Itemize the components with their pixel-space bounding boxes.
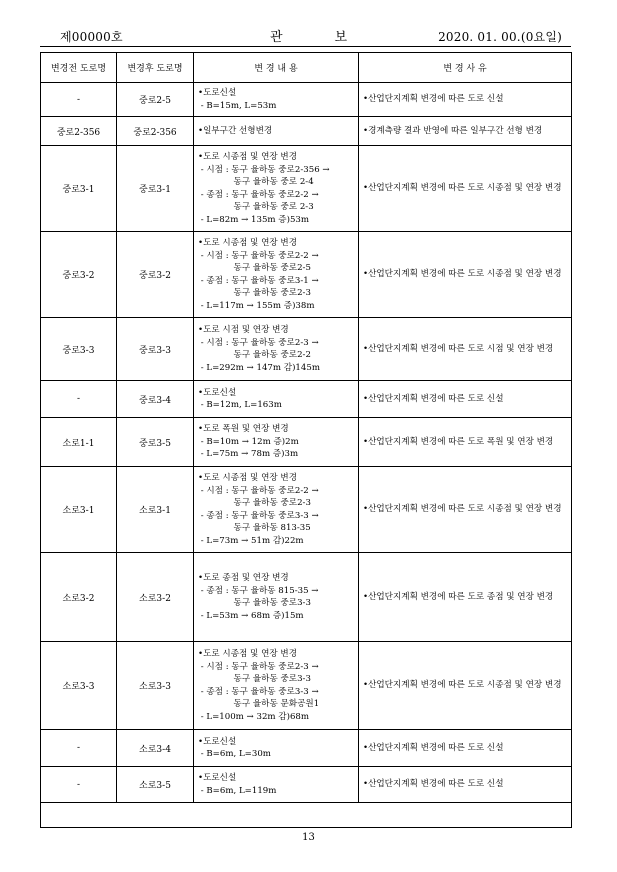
cell-after: 중로3-5 [117, 418, 194, 467]
cell-before: 소로1-1 [41, 418, 117, 467]
table-row [41, 553, 572, 642]
table-row [41, 117, 572, 146]
cell-content: •도로신설 - B=15m, L=53m [194, 83, 359, 117]
cell-before: 중로2-356 [41, 117, 117, 146]
cell-after: 중로2-356 [117, 117, 194, 146]
table-row [41, 730, 572, 767]
cell-reason: •산업단지계획 변경에 따른 도로 폭원 및 연장 변경 [359, 418, 572, 467]
cell-after: 소로3-4 [117, 730, 194, 767]
cell-reason: •경계측량 결과 반영에 따른 일부구간 선형 변경 [359, 117, 572, 146]
column-header-after: 변경후 도로명 [117, 53, 194, 83]
table-row [41, 232, 572, 318]
cell-reason: •산업단지계획 변경에 따른 도로 시점 및 연장 변경 [359, 318, 572, 381]
table-row [41, 767, 572, 803]
cell-reason: •산업단지계획 변경에 따른 도로 시종점 및 연장 변경 [359, 146, 572, 232]
cell-before: 중로3-1 [41, 146, 117, 232]
issue-date: 2020. 01. 00.(0요일) [438, 30, 562, 44]
cell-before: - [41, 381, 117, 418]
header-divider [40, 46, 571, 47]
cell-before: 소로3-3 [41, 642, 117, 730]
cell-content: •일부구간 선형변경 [194, 117, 359, 146]
page-number: 13 [302, 832, 315, 843]
table-row [41, 467, 572, 553]
cell-after: 소로3-5 [117, 767, 194, 803]
cell-content: •도로신설 - B=6m, L=30m [194, 730, 359, 767]
cell-content: •도로 시종점 및 연장 변경 - 시점 : 동구 율하동 중로2-356 → 동구 율하동 중로 2-4 - 종점 : 동구 율하동 중로2-2 → 동구 율하동 중로 2-3 - L=82m → 135m 증)53m [194, 146, 359, 232]
cell-reason: •산업단지계획 변경에 따른 도로 종점 및 연장 변경 [359, 553, 572, 642]
table-row [41, 642, 572, 730]
cell-after: 중로3-1 [117, 146, 194, 232]
cell-after: 중로3-4 [117, 381, 194, 418]
cell-content: •도로 시점 및 연장 변경 - 시점 : 동구 율하동 중로2-3 → 동구 율하동 중로2-2 - L=292m → 147m 감)145m [194, 318, 359, 381]
table-row [41, 418, 572, 467]
cell-content: •도로 시종점 및 연장 변경 - 시점 : 동구 율하동 중로2-3 → 동구 율하동 중로3-3 - 종점 : 동구 율하동 중로3-3 → 동구 율하동 문화공원1 - L=100m → 32m 감)68m [194, 642, 359, 730]
gazette-title: 관보 [270, 30, 400, 45]
cell-before: - [41, 767, 117, 803]
cell-before: 소로3-2 [41, 553, 117, 642]
cell-content: •도로 종점 및 연장 변경 - 종점 : 동구 율하동 815-35 → 동구 율하동 중로3-3 - L=53m → 68m 증)15m [194, 553, 359, 642]
cell-reason: •산업단지계획 변경에 따른 도로 시종점 및 연장 변경 [359, 642, 572, 730]
cell-reason: •산업단지계획 변경에 따른 도로 시종점 및 연장 변경 [359, 467, 572, 553]
cell-content: •도로신설 - B=12m, L=163m [194, 381, 359, 418]
cell-after: 중로2-5 [117, 83, 194, 117]
cell-content: •도로신설 - B=6m, L=119m [194, 767, 359, 803]
cell-before: 소로3-1 [41, 467, 117, 553]
cell-after: 중로3-3 [117, 318, 194, 381]
cell-after: 중로3-2 [117, 232, 194, 318]
column-header-content: 변 경 내 용 [194, 53, 359, 83]
cell-before: - [41, 83, 117, 117]
cell-after: 소로3-3 [117, 642, 194, 730]
cell-after: 소로3-2 [117, 553, 194, 642]
cell-reason: •산업단지계획 변경에 따른 도로 신설 [359, 767, 572, 803]
cell-content: •도로 시종점 및 연장 변경 - 시점 : 동구 율하동 중로2-2 → 동구 율하동 중로2-3 - 종점 : 동구 율하동 중로3-3 → 동구 율하동 813-35 - L=73m → 51m 감)22m [194, 467, 359, 553]
issue-number: 제00000호 [60, 30, 123, 44]
cell-reason: •산업단지계획 변경에 따른 도로 신설 [359, 730, 572, 767]
cell-reason: •산업단지계획 변경에 따른 도로 신설 [359, 83, 572, 117]
cell-content: •도로 시종점 및 연장 변경 - 시점 : 동구 율하동 중로2-2 → 동구 율하동 중로2-5 - 종점 : 동구 율하동 중로3-1 → 동구 율하동 중로2-3 - L=117m → 155m 증)38m [194, 232, 359, 318]
table-row [41, 318, 572, 381]
cell-reason: •산업단지계획 변경에 따른 도로 신설 [359, 381, 572, 418]
cell-before: 중로3-2 [41, 232, 117, 318]
table-row [41, 83, 572, 117]
cell-content: •도로 폭원 및 연장 변경 - B=10m → 12m 증)2m - L=75m → 78m 증)3m [194, 418, 359, 467]
cell-before: - [41, 730, 117, 767]
road-change-table [40, 52, 572, 803]
page-header [40, 26, 572, 46]
column-header-reason: 변 경 사 유 [359, 53, 572, 83]
cell-before: 중로3-3 [41, 318, 117, 381]
table-header-row [41, 53, 572, 83]
cell-reason: •산업단지계획 변경에 따른 도로 시종점 및 연장 변경 [359, 232, 572, 318]
table-row [41, 381, 572, 418]
table-row [41, 146, 572, 232]
column-header-before: 변경전 도로명 [41, 53, 117, 83]
cell-after: 소로3-1 [117, 467, 194, 553]
